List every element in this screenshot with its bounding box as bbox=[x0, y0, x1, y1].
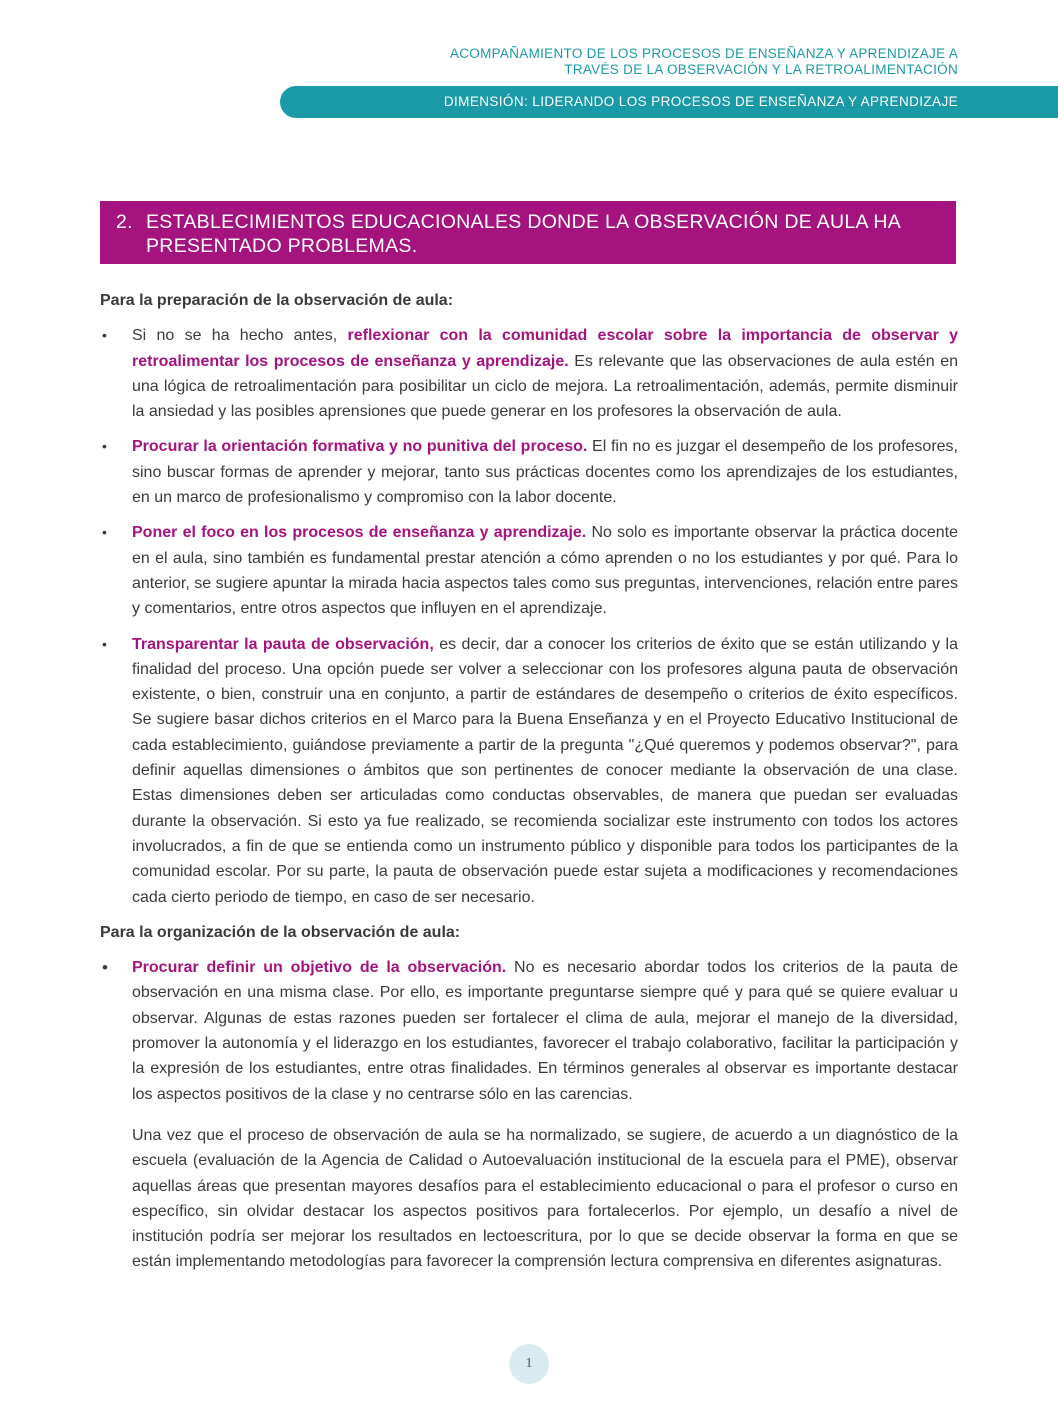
bullet-highlight: Procurar definir un objetivo de la observación. bbox=[132, 959, 507, 977]
document-title-line-1: ACOMPAÑAMIENTO DE LOS PROCESOS DE ENSEÑANZA Y APRENDIZAJE A bbox=[449, 46, 958, 61]
list-item bbox=[100, 520, 958, 621]
bullet-text: El fin no es juzgar el desempeño de los profesores, sino buscar formas de aprender y mejorar, tanto sus prácticas docentes como los aprendizajes de los estudiantes, en un marco de profesionalismo y compromiso con la labor docente. bbox=[132, 438, 958, 507]
list-item bbox=[100, 632, 958, 910]
bullet-icon: • bbox=[102, 327, 107, 344]
bullet-text: Es relevante que las observaciones de aula estén en una lógica de retroalimentación para posibilitar un ciclo de mejora. La retroalimentación, además, permite disminuir la ansiedad y las posibles aprensiones que puede generar en los profesores la observación de aula. bbox=[132, 352, 958, 421]
section-number: 2. bbox=[116, 211, 133, 233]
section-banner bbox=[100, 201, 956, 264]
document-title-line-2: TRAVÉS DE LA OBSERVACIÓN Y LA RETROALIMENTACIÓN bbox=[564, 62, 958, 77]
main-content bbox=[100, 288, 958, 1275]
bullet-highlight: Poner el foco en los procesos de enseñanza y aprendizaje. bbox=[132, 524, 587, 542]
follow-up-paragraph: Una vez que el proceso de observación de aula se ha normalizado, se sugiere, de acuerdo a un diagnóstico de la escuela (evaluación de la Agencia de Calidad o Autoevaluación institucional de la escuela para el PME), observar aquellas áreas que presentan mayores desafíos para el establecimiento educacional o para el profesor o curso en específico, sin olvidar destacar los aspectos positivos para fortalecerlos. Por ejemplo, un desafío a nivel de institución podría ser mejorar los resultados en lectoescritura, por lo que se decide observar la forma en que se están implementando metodologías para favorecer la comprensión lectura comprensiva en diferentes asignaturas. bbox=[132, 1126, 958, 1271]
document-title bbox=[318, 46, 958, 78]
dimension-bar bbox=[280, 86, 1058, 118]
bullet-icon: • bbox=[102, 635, 107, 652]
bullet-text: No es necesario abordar todos los criterios de la pauta de observación en una misma clase. Por ello, es importante preguntarse siempre qué y para qué se quiere evaluar u observar. Algunas de estas razones pueden ser fortalecer el clima de aula, mejorar el manejo de la diversidad, promover la autonomía y el liderazgo en los estudiantes, favorecer el trabajo colaborativo, facilitar la participación y la expresión de los estudiantes, entre otras finalidades. En términos generales al observar es importante destacar los aspectos positivos de la clase y no centrarse sólo en las carencias. bbox=[132, 959, 958, 1103]
bullet-text: es decir, dar a conocer los criterios de éxito que se están utilizando y la finalidad del proceso. Una opción puede ser volver a seleccionar con los profesores alguna pauta de observación existente, o bien, construir una en conjunto, a partir de estándares de desempeño o criterios de éxito específicos. Se sugiere basar dichos criterios en el Marco para la Buena Enseñanza y en el Proyecto Educativo Institucional de cada establecimiento, guiándose previamente a partir de la pregunta "¿Qué queremos y podemos observar?", para definir aquellas dimensiones o ámbitos que son pertinentes de conocer mediante la observación de una clase. Estas dimensiones deben ser articuladas como conductas observables, de manera que puedan ser evaluadas durante la observación. Si esto ya fue realizado, se recomienda socializar este instrumento con todos los actores involucrados, a fin de que se entienda como un instrumento público y disponible para todos los participantes de la comunidad escolar. Por su parte, la pauta de observación puede estar sujeta a modificaciones y recomendaciones cada cierto periodo de tiempo, en caso de ser necesario. bbox=[132, 635, 958, 906]
bullet-icon: • bbox=[102, 958, 108, 978]
list-item bbox=[100, 955, 958, 1107]
list-item bbox=[100, 323, 958, 424]
list-item bbox=[100, 434, 958, 510]
bullet-icon: • bbox=[102, 438, 107, 455]
preparation-heading: Para la preparación de la observación de aula: bbox=[100, 292, 454, 309]
bullet-icon: • bbox=[102, 524, 107, 541]
dimension-label: DIMENSIÓN: LIDERANDO LOS PROCESOS DE ENSEÑANZA Y APRENDIZAJE bbox=[443, 94, 958, 109]
page-number: 1 bbox=[509, 1344, 549, 1384]
section-title: ESTABLECIMIENTOS EDUCACIONALES DONDE LA OBSERVACIÓN DE AULA HA PRESENTADO PROBLEMAS. bbox=[146, 211, 901, 257]
organization-heading: Para la organización de la observación de aula: bbox=[100, 923, 461, 941]
bullet-highlight: Transparentar la pauta de observación, bbox=[132, 635, 434, 653]
bullet-text: No solo es importante observar la práctica docente en el aula, sino también es fundamental prestar atención a cómo aprenden o no los estudiantes y por qué. Para lo anterior, se sugiere apuntar la mirada hacia aspectos tales como sus preguntas, intervenciones, relación entre pares y comentarios, entre otros aspectos que influyen en el aprendizaje. bbox=[132, 524, 958, 618]
bullet-highlight: Procurar la orientación formativa y no punitiva del proceso. bbox=[132, 438, 588, 456]
bullet-highlight: reflexionar con la comunidad escolar sobre la importancia de observar y retroalimentar los procesos de enseñanza y aprendizaje. bbox=[132, 327, 958, 370]
bullet-text-pre: Si no se ha hecho antes, bbox=[132, 327, 348, 345]
